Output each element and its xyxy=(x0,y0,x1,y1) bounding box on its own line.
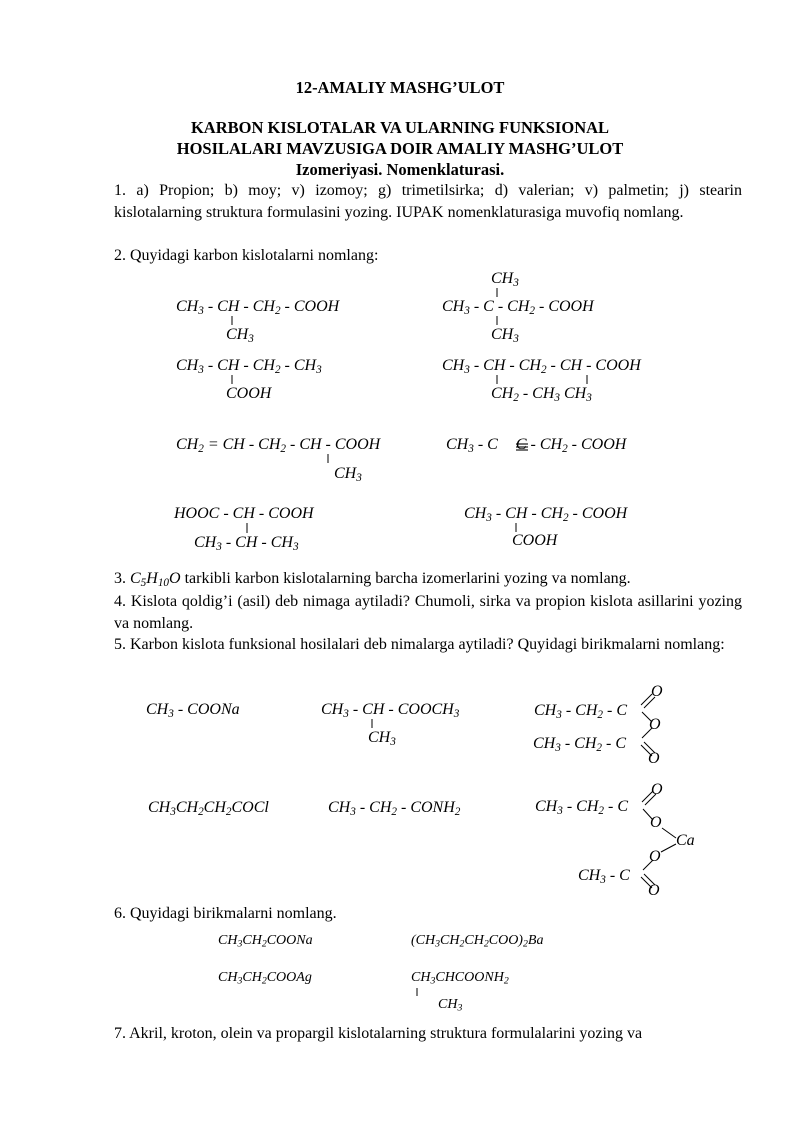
task-2: 2. Quyidagi karbon kislotalarni nomlang: xyxy=(114,247,379,264)
task-3-formula: $C_5H_{10}O$ xyxy=(130,570,181,589)
formula-6-4-branch: $CH_3$ xyxy=(438,997,463,1014)
bond-line xyxy=(662,828,676,838)
task-4: 4. Kislota qoldig’i (asil) deb nimaga aytiladi? Chumoli, sirka va propion kislota asillarini yozing va nomlang. xyxy=(114,593,742,632)
formula-2-2-bottom: $CH_3$ xyxy=(491,326,519,345)
formula-2-4-branches: $CH_2 - CH_3$ $CH_3$ xyxy=(491,385,592,404)
formula-2-1-branch: $CH_3$ xyxy=(226,326,254,345)
task-5: 5. Karbon kislota funksional hosilalari deb nimalarga aytiladi? Quyidagi birikmalarni nomlang: xyxy=(114,636,725,653)
formula-6-1: $CH_3CH_2COONa$ xyxy=(218,933,313,950)
oxygen-label: O xyxy=(649,848,661,865)
formula-2-3-branch: COOH xyxy=(226,385,272,402)
topic-heading-line2: HOSILALARI MAVZUSIGA DOIR AMALIY MASHG’ULOT xyxy=(176,139,624,158)
formula-2-4-main: $CH_3$ - CH - $CH_2$ - CH - COOH xyxy=(442,357,641,376)
task-3-text: tarkibli karbon kislotalarning barcha izomerlarini yozing va nomlang. xyxy=(180,570,631,587)
formula-2-1-main: $CH_3$ - CH - $CH_2$ - COOH xyxy=(176,298,340,317)
formula-5-6-bottom: $CH_3$ - C xyxy=(578,867,630,886)
formula-5-3-top: $CH_3 - CH_2$ - C xyxy=(534,702,627,721)
formula-2-2-top: $CH_3$ xyxy=(491,270,519,289)
formula-2-2-main: $CH_3$ - C - $CH_2$ - COOH xyxy=(442,298,594,317)
task-7: 7. Akril, kroton, olein va propargil kislotalarning struktura formulalarini yozing va xyxy=(114,1025,643,1042)
formula-2-8-main: $CH_3$ - CH - $CH_2$ - COOH xyxy=(464,505,628,524)
topic-heading-line3: Izomeriyasi. Nomenklaturasi. xyxy=(295,160,505,179)
formula-6-4-main: $CH_3CHCOONH_2$ xyxy=(411,970,509,987)
formula-2-6-main: $CH_3$ - C C - $CH_2$ - COOH xyxy=(446,436,627,455)
formula-5-2-branch: $CH_3$ xyxy=(368,729,396,748)
bond-line xyxy=(661,844,676,852)
formula-2-7-main: HOOC - CH - COOH xyxy=(174,505,314,522)
formula-6-2: $(CH_3CH_2CH_2COO)_2Ba$ xyxy=(411,933,544,950)
formula-5-3-bottom: $CH_3 - CH_2$ - C xyxy=(533,735,626,754)
formula-5-4: $CH_3CH_2CH_2COCl$ xyxy=(148,799,269,818)
oxygen-label: O xyxy=(650,814,662,831)
oxygen-label: O xyxy=(651,683,663,700)
formula-5-6-metal: Ca xyxy=(676,832,695,849)
formula-5-1: $CH_3$ - COONa xyxy=(146,701,240,720)
oxygen-label: O xyxy=(648,882,660,899)
task-3-number: 3. xyxy=(114,570,130,587)
formula-2-3-main: $CH_3$ - CH - $CH_2 - CH_3$ xyxy=(176,357,322,376)
formula-5-2-main: $CH_3$ - CH - $COOCH_3$ xyxy=(321,701,460,720)
formula-6-3: $CH_3CH_2COOAg$ xyxy=(218,970,312,987)
topic-heading-line1: KARBON KISLOTALAR VA ULARNING FUNKSIONAL xyxy=(190,118,610,137)
formula-2-5-branch: $CH_3$ xyxy=(334,465,362,484)
oxygen-label: O xyxy=(651,781,663,798)
formula-5-6-top: $CH_3 - CH_2$ - C xyxy=(535,798,628,817)
page-title: 12-AMALIY MASHG’ULOT xyxy=(295,78,505,97)
oxygen-label: O xyxy=(648,750,660,767)
oxygen-label: O xyxy=(649,716,661,733)
formula-2-7-branch: $CH_3$ - CH - $CH_3$ xyxy=(194,534,299,553)
formula-2-5-main: $CH_2$ = CH - $CH_2$ - CH - COOH xyxy=(176,436,381,455)
formula-5-5: $CH_3 - CH_2$ - $CONH_2$ xyxy=(328,799,461,818)
task-6: 6. Quyidagi birikmalarni nomlang. xyxy=(114,905,337,922)
formula-2-8-branch: COOH xyxy=(512,532,558,549)
task-3 xyxy=(114,570,742,588)
task-1: 1. a) Propion; b) moy; v) izomoy; g) trimetilsirka; d) valerian; v) palmetin; j) stearin kislotalarning struktura formulasini yozing. IUPAK nomenklaturasiga muvofiq nomlang. xyxy=(114,182,742,221)
